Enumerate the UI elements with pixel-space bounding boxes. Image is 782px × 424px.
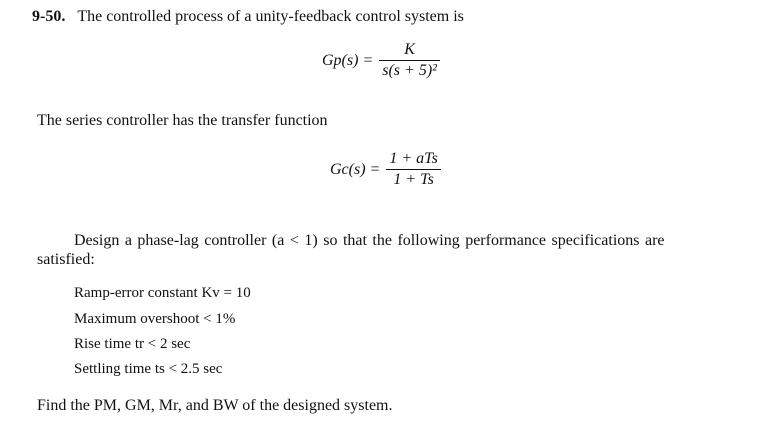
spec-ramp-error: Ramp-error constant Kv = 10 [74,285,251,301]
controller-numerator: 1 + aTs [389,150,438,167]
controller-fraction [386,149,440,190]
process-fraction [379,40,440,81]
process-denominator: s(s + 5)² [382,62,437,79]
process-transfer-function [322,40,440,81]
controller-text: The series controller has the transfer function [37,112,328,129]
problem-header [32,7,464,27]
problem-intro: The controlled process of a unity-feedback control system is [77,8,464,25]
final-question: Find the PM, GM, Mr, and BW of the designed system. [37,397,393,414]
design-text-line2: satisfied: [37,251,95,268]
design-text-line1: Design a phase-lag controller (a < 1) so that the following performance specifications are [74,232,665,249]
process-lhs: Gp(s) = [322,51,374,69]
controller-denominator: 1 + Ts [393,171,434,188]
spec-rise-time: Rise time tr < 2 sec [74,336,191,352]
spec-settling-time: Settling time ts < 2.5 sec [74,361,223,377]
controller-transfer-function [330,149,441,190]
controller-lhs: Gc(s) = [330,160,381,178]
problem-number: 9-50. [32,8,66,25]
spec-overshoot: Maximum overshoot < 1% [74,311,236,327]
process-numerator: K [404,41,415,58]
